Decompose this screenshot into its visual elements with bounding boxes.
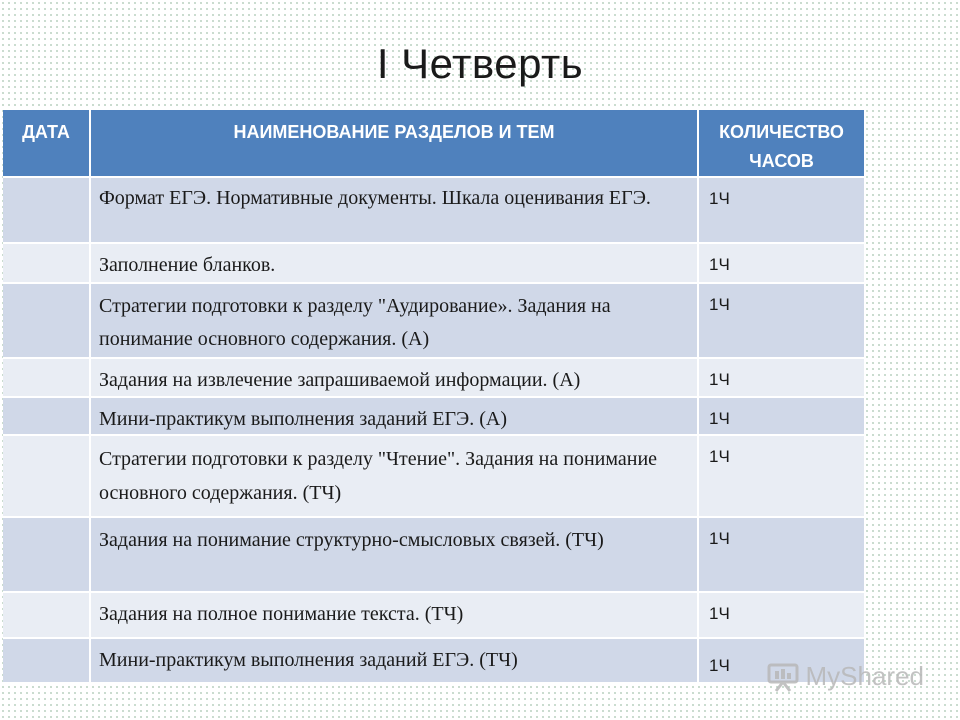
hours-cell: 1Ч: [698, 283, 864, 358]
schedule-table: [3, 110, 864, 682]
watermark-text: MyShared: [805, 661, 924, 691]
date-cell: [3, 517, 90, 592]
table-row: [3, 397, 864, 435]
table-row: [3, 592, 864, 638]
date-cell: [3, 435, 90, 517]
topic-cell: Мини-практикум выполнения заданий ЕГЭ. (ТЧ): [90, 638, 698, 682]
date-cell: [3, 358, 90, 397]
table-row: [3, 638, 864, 682]
topic-cell: Формат ЕГЭ. Нормативные документы. Шкала оценивания ЕГЭ.: [90, 177, 698, 243]
table-row: [3, 517, 864, 592]
table-row: [3, 358, 864, 397]
topic-cell: Стратегии подготовки к разделу "Аудирование». Задания на понимание основного содержания. (А): [90, 283, 698, 358]
hours-cell: 1Ч: [698, 517, 864, 592]
slide-title: I Четверть: [376, 40, 584, 87]
date-cell: [3, 592, 90, 638]
topic-cell: Мини-практикум выполнения заданий ЕГЭ. (А): [90, 397, 698, 435]
table-row: [3, 435, 864, 517]
header-date: ДАТА: [3, 110, 90, 177]
topic-cell: Стратегии подготовки к разделу "Чтение". Задания на понимание основного содержания. (ТЧ): [90, 435, 698, 517]
topic-cell: Заполнение бланков.: [90, 243, 698, 283]
hours-cell: 1Ч: [698, 638, 864, 682]
hours-cell: 1Ч: [698, 397, 864, 435]
date-cell: [3, 243, 90, 283]
table-header-row: [3, 110, 864, 177]
topic-cell: Задания на извлечение запрашиваемой информации. (А): [90, 358, 698, 397]
header-topic: НАИМЕНОВАНИЕ РАЗДЕЛОВ И ТЕМ: [90, 110, 698, 177]
date-cell: [3, 397, 90, 435]
hours-cell: 1Ч: [698, 243, 864, 283]
myshared-watermark: [766, 661, 925, 692]
table-row: [3, 283, 864, 358]
table-row: [3, 177, 864, 243]
presentation-board-icon: [766, 662, 800, 692]
date-cell: [3, 638, 90, 682]
hours-cell: 1Ч: [698, 177, 864, 243]
table-row: [3, 243, 864, 283]
topic-cell: Задания на понимание структурно-смысловых связей. (ТЧ): [90, 517, 698, 592]
hours-cell: 1Ч: [698, 592, 864, 638]
hours-cell: 1Ч: [698, 435, 864, 517]
topic-cell: Задания на полное понимание текста. (ТЧ): [90, 592, 698, 638]
header-hours: КОЛИЧЕСТВО ЧАСОВ: [698, 110, 864, 177]
date-cell: [3, 283, 90, 358]
hours-cell: 1Ч: [698, 358, 864, 397]
date-cell: [3, 177, 90, 243]
